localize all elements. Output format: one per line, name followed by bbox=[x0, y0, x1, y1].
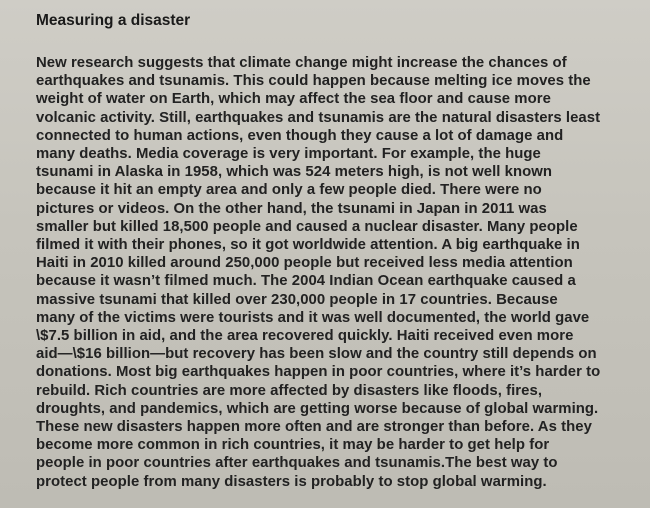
article-line: volcanic activity. Still, earthquakes and tsunamis are the natural disasters least bbox=[36, 109, 601, 126]
article-line: earthquakes and tsunamis. This could happen because melting ice moves the bbox=[36, 73, 591, 90]
article-line: aid—\$16 billion—but recovery has been slow and the country still depends on bbox=[36, 346, 597, 363]
article-title: Measuring a disaster bbox=[36, 12, 191, 29]
article-line: weight of water on Earth, which may affect the sea floor and cause more bbox=[36, 91, 551, 108]
article-line: massive tsunami that killed over 230,000 people in 17 countries. Because bbox=[36, 291, 558, 308]
article-line: filmed it with their phones, so it got worldwide attention. A big earthquake in bbox=[36, 237, 580, 254]
article-line: pictures or videos. On the other hand, the tsunami in Japan in 2011 was bbox=[36, 200, 547, 217]
article-line: because it hit an empty area and only a few people died. There were no bbox=[36, 182, 542, 199]
article-line: smaller but killed 18,500 people and caused a nuclear disaster. Many people bbox=[36, 218, 578, 235]
article-line: many deaths. Media coverage is very important. For example, the huge bbox=[36, 146, 541, 163]
article-line: New research suggests that climate change might increase the chances of bbox=[36, 55, 567, 71]
article-line: Haiti in 2010 killed around 250,000 people but received less media attention bbox=[36, 255, 573, 272]
article-line: connected to human actions, even though they cause a lot of damage and bbox=[36, 127, 564, 144]
article-line: \$7.5 billion in aid, and the area recovered quickly. Haiti received even more bbox=[36, 328, 574, 345]
article-line: many of the victims were tourists and it was well documented, the world gave bbox=[36, 309, 590, 326]
article-line: donations. Most big earthquakes happen in poor countries, where it’s harder to bbox=[36, 364, 601, 381]
article-line: rebuild. Rich countries are more affected by disasters like floods, fires, bbox=[36, 382, 543, 399]
article-line: because it wasn’t filmed much. The 2004 Indian Ocean earthquake caused a bbox=[36, 273, 576, 290]
article-line: people in poor countries after earthquakes and tsunamis.The best way to bbox=[36, 455, 558, 472]
article-line: become more common in rich countries, it may be harder to get help for bbox=[36, 437, 550, 454]
article-line: droughts, and pandemics, which are getting worse because of global warming. bbox=[36, 400, 599, 417]
article-line: These new disasters happen more often and are stronger than before. As they bbox=[36, 419, 592, 436]
article-line: protect people from many disasters is probably to stop global warming. bbox=[36, 473, 547, 490]
article-line: tsunami in Alaska in 1958, which was 524 meters high, is not well known bbox=[36, 164, 553, 181]
article-body bbox=[36, 54, 636, 491]
